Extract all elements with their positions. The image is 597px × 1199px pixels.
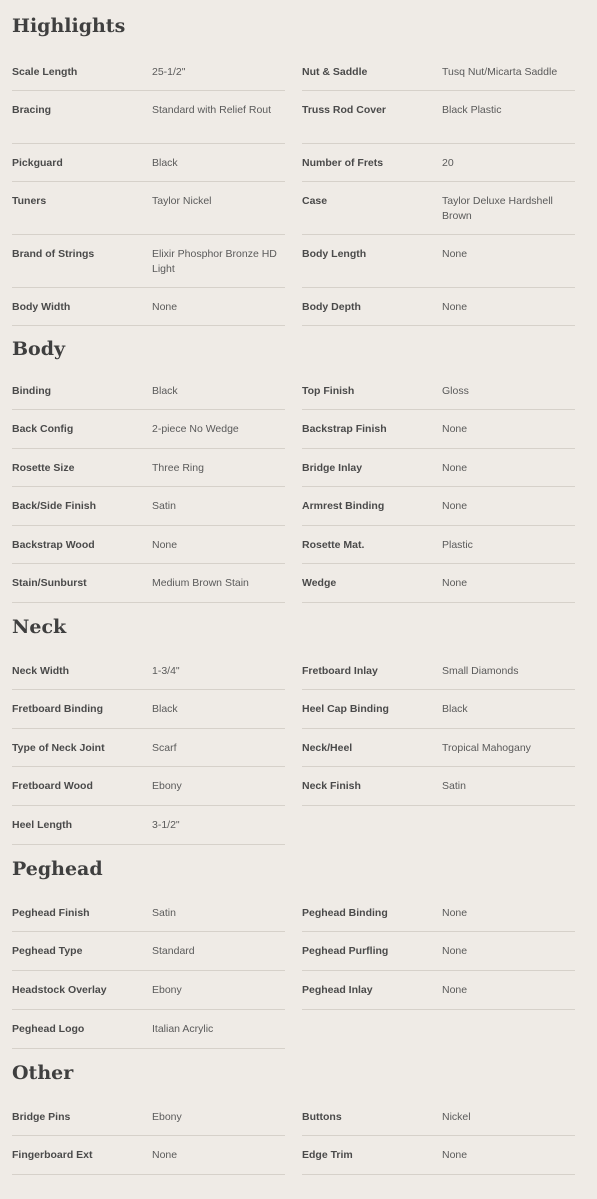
spec-label: Peghead Inlay <box>302 984 373 996</box>
spec-value: None <box>152 301 178 313</box>
spec-value: Tusq Nut/Micarta Saddle <box>442 66 558 78</box>
section-highlights <box>12 0 575 326</box>
spec-row-peghead-logo <box>12 1010 285 1049</box>
spec-value: Taylor Deluxe Hardshell Brown <box>442 195 553 222</box>
spec-row-empty <box>302 1010 575 1049</box>
spec-row-top-finish <box>302 372 575 410</box>
spec-row-bridge-pins <box>12 1098 285 1136</box>
spec-label: Buttons <box>302 1111 342 1123</box>
spec-row-body-depth <box>302 288 575 326</box>
spec-label: Stain/Sunburst <box>12 577 87 589</box>
spec-grid <box>12 652 575 845</box>
spec-row-heel-length <box>12 806 285 845</box>
spec-row-tuners <box>12 182 285 235</box>
spec-grid <box>12 1098 575 1175</box>
spec-label: Nut & Saddle <box>302 66 368 78</box>
spec-row-brand-of-strings <box>12 235 285 288</box>
spec-value: Black <box>152 385 178 397</box>
spec-label: Tuners <box>12 195 47 207</box>
spec-value: 2-piece No Wedge <box>152 423 239 435</box>
spec-value: Gloss <box>442 385 469 397</box>
spec-value: None <box>442 500 468 512</box>
spec-row-peghead-finish <box>12 894 285 932</box>
spec-row-bracing <box>12 91 285 144</box>
spec-value: 3-1/2" <box>152 819 180 831</box>
spec-row-body-length <box>302 235 575 288</box>
spec-row-backstrap-finish <box>302 410 575 449</box>
spec-value: Black <box>152 157 178 169</box>
spec-label: Backstrap Wood <box>12 539 95 551</box>
spec-label: Edge Trim <box>302 1149 353 1161</box>
spec-value: Scarf <box>152 742 177 754</box>
spec-row-buttons <box>302 1098 575 1136</box>
spec-value: Italian Acrylic <box>152 1023 214 1035</box>
spec-label: Neck Finish <box>302 780 361 792</box>
spec-value: Satin <box>152 907 176 919</box>
spec-label: Body Depth <box>302 301 361 313</box>
spec-label: Truss Rod Cover <box>302 104 387 116</box>
spec-label: Peghead Type <box>12 945 83 957</box>
section-title: Neck <box>12 616 67 638</box>
spec-row-empty <box>302 806 575 845</box>
spec-label: Binding <box>12 385 52 397</box>
spec-row-armrest-binding <box>302 487 575 526</box>
spec-value: Three Ring <box>152 462 204 474</box>
spec-label: Number of Frets <box>302 157 384 169</box>
spec-value: 1-3/4" <box>152 665 180 677</box>
spec-value: Standard <box>152 945 195 957</box>
spec-label: Bracing <box>12 104 52 116</box>
spec-value: Small Diamonds <box>442 665 519 677</box>
spec-value: Plastic <box>442 539 473 551</box>
spec-label: Brand of Strings <box>12 248 95 260</box>
spec-row-pickguard <box>12 144 285 182</box>
spec-row-peghead-type <box>12 932 285 971</box>
spec-value: Ebony <box>152 780 182 792</box>
spec-label: Bridge Pins <box>12 1111 71 1123</box>
spec-label: Type of Neck Joint <box>12 742 105 754</box>
spec-label: Scale Length <box>12 66 78 78</box>
spec-row-fingerboard-ext <box>12 1136 285 1175</box>
spec-grid <box>12 53 575 326</box>
spec-value: Standard with Relief Rout <box>152 104 272 116</box>
spec-label: Headstock Overlay <box>12 984 107 996</box>
spec-row-neck-finish <box>302 767 575 806</box>
spec-row-peghead-inlay <box>302 971 575 1010</box>
spec-label: Fretboard Binding <box>12 703 103 715</box>
spec-row-wedge <box>302 564 575 603</box>
spec-value: None <box>442 423 468 435</box>
spec-label: Fingerboard Ext <box>12 1149 93 1161</box>
spec-label: Back/Side Finish <box>12 500 97 512</box>
spec-label: Peghead Logo <box>12 1023 85 1035</box>
spec-value: Medium Brown Stain <box>152 577 249 589</box>
spec-label: Neck Width <box>12 665 70 677</box>
spec-value: Taylor Nickel <box>152 195 212 207</box>
spec-value: Ebony <box>152 984 182 996</box>
spec-value: None <box>442 301 468 313</box>
spec-label: Bridge Inlay <box>302 462 363 474</box>
spec-value: Satin <box>442 780 466 792</box>
spec-grid <box>12 372 575 603</box>
spec-value: None <box>442 945 468 957</box>
section-other <box>12 1049 575 1175</box>
spec-label: Peghead Purfling <box>302 945 389 957</box>
spec-label: Fretboard Inlay <box>302 665 378 677</box>
spec-row-number-of-frets <box>302 144 575 182</box>
spec-grid <box>12 894 575 1049</box>
section-title: Peghead <box>12 858 103 880</box>
spec-row-rosette-size <box>12 449 285 487</box>
spec-label: Heel Cap Binding <box>302 703 389 715</box>
spec-label: Heel Length <box>12 819 73 831</box>
spec-row-body-width <box>12 288 285 326</box>
spec-row-truss-rod-cover <box>302 91 575 144</box>
spec-row-headstock-overlay <box>12 971 285 1010</box>
spec-row-back-side-finish <box>12 487 285 526</box>
spec-row-type-of-neck-joint <box>12 729 285 767</box>
spec-value: 20 <box>442 157 454 169</box>
spec-value: None <box>442 984 468 996</box>
section-title: Other <box>12 1062 74 1084</box>
spec-row-backstrap-wood <box>12 526 285 564</box>
spec-value: None <box>442 462 468 474</box>
spec-row-fretboard-wood <box>12 767 285 806</box>
spec-value: None <box>152 539 178 551</box>
spec-row-heel-cap-binding <box>302 690 575 729</box>
spec-label: Backstrap Finish <box>302 423 387 435</box>
spec-label: Peghead Finish <box>12 907 90 919</box>
section-neck <box>12 603 575 845</box>
spec-value: Satin <box>152 500 176 512</box>
spec-row-stain-sunburst <box>12 564 285 603</box>
spec-row-scale-length <box>12 53 285 91</box>
spec-label: Body Length <box>302 248 367 260</box>
spec-label: Rosette Size <box>12 462 75 474</box>
spec-label: Rosette Mat. <box>302 539 365 551</box>
spec-value: None <box>442 907 468 919</box>
spec-row-binding <box>12 372 285 410</box>
spec-value: Black Plastic <box>442 104 502 116</box>
spec-label: Neck/Heel <box>302 742 353 754</box>
section-peghead <box>12 845 575 1049</box>
spec-value: None <box>442 1149 468 1161</box>
spec-label: Peghead Binding <box>302 907 388 919</box>
spec-label: Case <box>302 195 328 207</box>
spec-value: Ebony <box>152 1111 182 1123</box>
spec-row-rosette-mat <box>302 526 575 564</box>
spec-row-bridge-inlay <box>302 449 575 487</box>
spec-row-fretboard-inlay <box>302 652 575 690</box>
spec-row-fretboard-binding <box>12 690 285 729</box>
section-title: Body <box>12 337 66 360</box>
section-title: Highlights <box>12 15 126 37</box>
spec-row-nut-saddle <box>302 53 575 91</box>
spec-value: Black <box>152 703 178 715</box>
spec-row-neck-width <box>12 652 285 690</box>
spec-row-peghead-purfling <box>302 932 575 971</box>
spec-row-back-config <box>12 410 285 449</box>
spec-value: Nickel <box>442 1111 471 1123</box>
spec-value: Elixir Phosphor Bronze HD Light <box>152 248 277 275</box>
spec-row-case <box>302 182 575 235</box>
spec-label: Pickguard <box>12 157 63 169</box>
spec-label: Armrest Binding <box>302 500 385 512</box>
spec-value: Black <box>442 703 468 715</box>
spec-row-peghead-binding <box>302 894 575 932</box>
spec-label: Fretboard Wood <box>12 780 93 792</box>
spec-row-neck-heel <box>302 729 575 767</box>
spec-label: Top Finish <box>302 385 355 397</box>
spec-label: Wedge <box>302 577 337 589</box>
spec-label: Back Config <box>12 423 74 435</box>
spec-value: 25-1/2" <box>152 66 186 78</box>
spec-value: None <box>442 577 468 589</box>
spec-row-edge-trim <box>302 1136 575 1175</box>
spec-label: Body Width <box>12 301 71 313</box>
spec-value: Tropical Mahogany <box>442 742 531 754</box>
section-body <box>12 326 575 603</box>
spec-value: None <box>442 248 468 260</box>
spec-value: None <box>152 1149 178 1161</box>
